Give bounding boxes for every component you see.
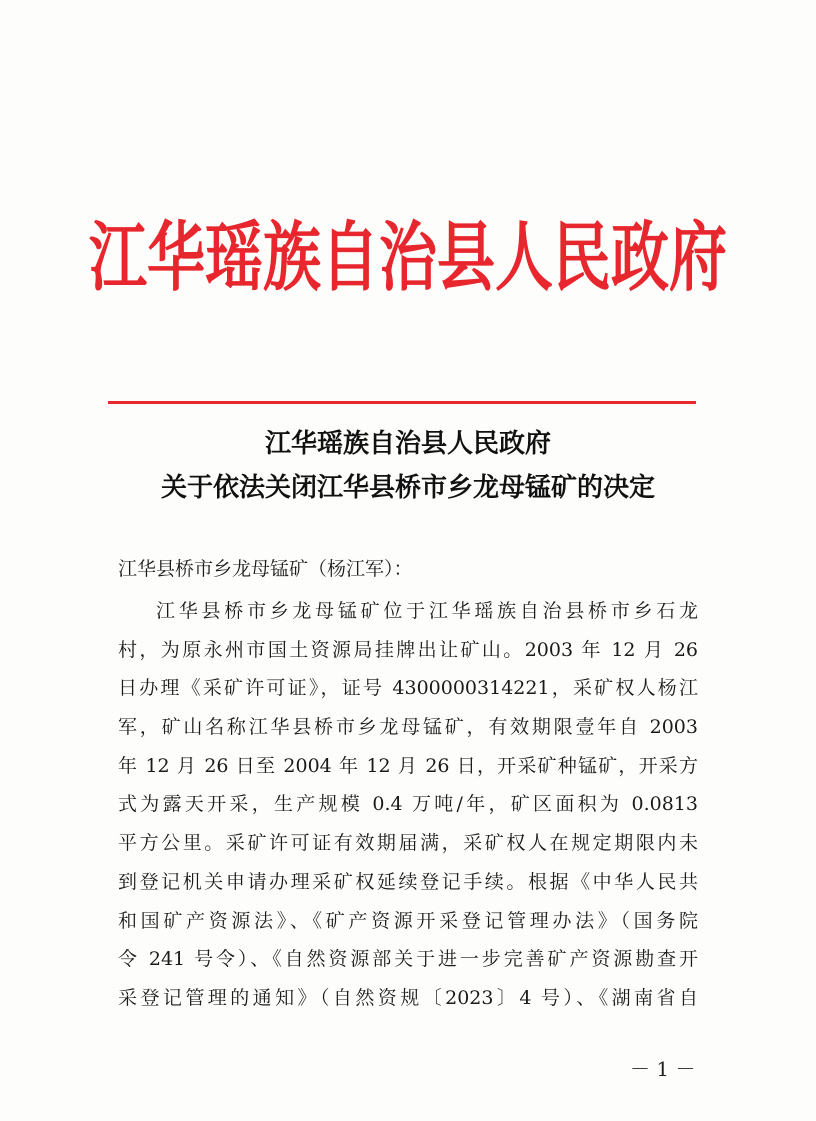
body-line: 日办理《采矿许可证》，证号 4300000314221，采矿权人杨江 bbox=[118, 677, 698, 700]
body-line: 村，为原永州市国土资源局挂牌出让矿山。2003 年 12 月 26 bbox=[118, 638, 698, 661]
red-separator-line bbox=[108, 401, 696, 404]
body-line: 采登记管理的通知》（自然资规〔2023〕4 号）、《湖南省自 bbox=[118, 986, 698, 1009]
body-line: 和国矿产资源法》、《矿产资源开采登记管理办法》（国务院 bbox=[118, 909, 698, 932]
page-number: － 1 － bbox=[630, 1057, 696, 1081]
body-line: 军，矿山名称江华县桥市乡龙母锰矿，有效期限壹年自 2003 bbox=[118, 716, 698, 739]
issuing-authority-masthead: 江华瑶族自治县人民政府 bbox=[88, 213, 727, 302]
body-line: 江华县桥市乡龙母锰矿位于江华瑶族自治县桥市乡石龙 bbox=[156, 600, 698, 622]
body-line: 平方公里。采矿许可证有效期届满，采矿权人在规定期限内未 bbox=[118, 832, 698, 855]
addressee: 江华县桥市乡龙母锰矿（杨江军）： bbox=[118, 558, 413, 580]
body-line: 式为露天开采，生产规模 0.4 万吨/年，矿区面积为 0.0813 bbox=[118, 793, 698, 816]
document-title-line-1: 江华瑶族自治县人民政府 bbox=[264, 429, 551, 459]
body-line: 年 12 月 26 日至 2004 年 12 月 26 日，开采矿种锰矿，开采方 bbox=[118, 754, 698, 777]
body-line: 令 241 号令）、《自然资源部关于进一步完善矿产资源勘查开 bbox=[118, 948, 698, 971]
body-paragraph bbox=[118, 592, 698, 1018]
document-title-line-2: 关于依法关闭江华县桥市乡龙母锰矿的决定 bbox=[160, 473, 655, 503]
body-line: 到登记机关申请办理采矿权延续登记手续。根据《中华人民共 bbox=[118, 870, 698, 893]
